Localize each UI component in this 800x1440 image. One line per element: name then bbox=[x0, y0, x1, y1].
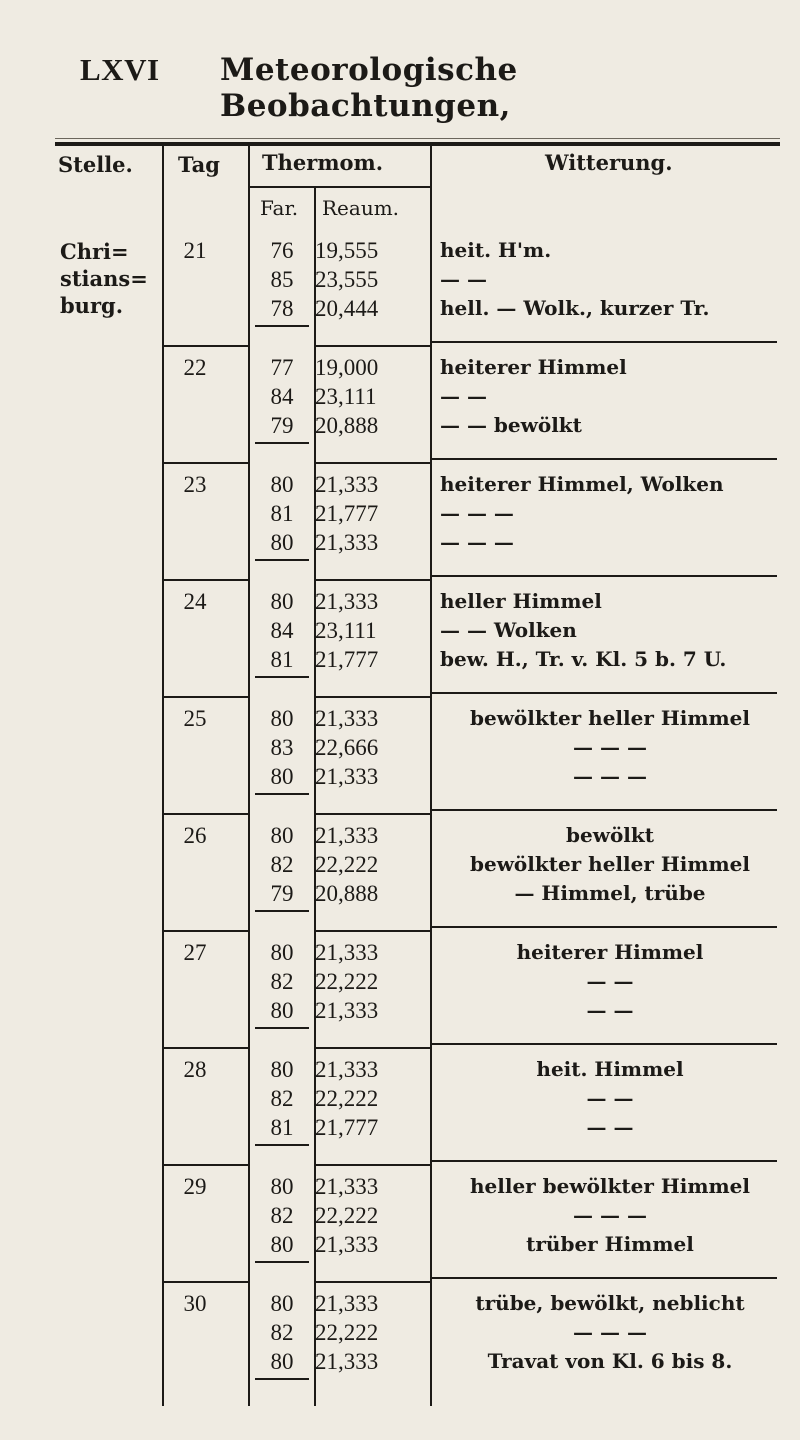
weather-text: bew. H., Tr. v. Kl. 5 b. 7 U. bbox=[440, 647, 727, 671]
fahrenheit-value: 80 bbox=[270, 998, 294, 1023]
day-group bbox=[0, 1055, 800, 1172]
fahrenheit-underline bbox=[255, 793, 309, 795]
weather-text: — — bewölkt bbox=[440, 413, 582, 437]
reaumur-value: 21,333 bbox=[315, 706, 379, 731]
station-line-3: burg. bbox=[60, 293, 124, 318]
weather-separator bbox=[432, 458, 777, 460]
fahrenheit-underline bbox=[255, 1378, 309, 1380]
fahrenheit-underline bbox=[255, 1261, 309, 1263]
fahrenheit-value: 80 bbox=[270, 1349, 294, 1374]
reaumur-value: 21,333 bbox=[315, 940, 379, 965]
weather-text: heiterer Himmel bbox=[516, 940, 704, 964]
fahrenheit-value: 81 bbox=[270, 1115, 294, 1140]
weather-separator bbox=[432, 575, 777, 577]
weather-text: — — — bbox=[440, 530, 514, 554]
column-header-weather: Witterung. bbox=[545, 150, 673, 175]
weather-text: trüber Himmel bbox=[526, 1232, 694, 1256]
day-group bbox=[0, 470, 800, 587]
weather-text: heiterer Himmel, Wolken bbox=[440, 472, 724, 496]
fahrenheit-value: 84 bbox=[270, 618, 294, 643]
fahrenheit-value: 80 bbox=[270, 706, 294, 731]
fahrenheit-value: 79 bbox=[270, 881, 294, 906]
weather-text: — — — bbox=[573, 1203, 647, 1227]
header-rule bbox=[55, 142, 780, 146]
weather-text: Travat von Kl. 6 bis 8. bbox=[487, 1349, 733, 1373]
reaumur-separator bbox=[314, 696, 430, 698]
day-number: 21 bbox=[183, 238, 207, 263]
reaumur-value: 22,666 bbox=[315, 735, 379, 760]
reaumur-value: 22,222 bbox=[315, 969, 379, 994]
fahrenheit-value: 78 bbox=[270, 296, 294, 321]
reaumur-value: 22,222 bbox=[315, 1203, 379, 1228]
weather-text: heit. H'm. bbox=[440, 238, 552, 262]
weather-separator bbox=[432, 692, 777, 694]
reaumur-value: 22,222 bbox=[315, 852, 379, 877]
weather-text: — Himmel, trübe bbox=[514, 881, 706, 905]
fahrenheit-value: 80 bbox=[270, 764, 294, 789]
day-number: 29 bbox=[183, 1174, 207, 1199]
reaumur-value: 19,000 bbox=[315, 355, 379, 380]
page-title: Meteorologische Beobachtungen, bbox=[220, 52, 518, 124]
column-header-fahrenheit: Far. bbox=[260, 196, 299, 220]
reaumur-value: 21,333 bbox=[315, 823, 379, 848]
fahrenheit-value: 79 bbox=[270, 413, 294, 438]
weather-text: — — bbox=[586, 1115, 634, 1139]
fahrenheit-underline bbox=[255, 442, 309, 444]
weather-text: heller bewölkter Himmel bbox=[469, 1174, 750, 1198]
reaumur-value: 21,333 bbox=[315, 472, 379, 497]
column-header-thermometer: Thermom. bbox=[262, 150, 384, 175]
fahrenheit-value: 80 bbox=[270, 589, 294, 614]
reaumur-separator bbox=[314, 1281, 430, 1283]
day-group bbox=[0, 236, 800, 353]
day-group bbox=[0, 821, 800, 938]
reaumur-value: 23,111 bbox=[315, 618, 377, 643]
day-number: 30 bbox=[183, 1291, 207, 1316]
fahrenheit-underline bbox=[255, 1027, 309, 1029]
fahrenheit-value: 80 bbox=[270, 1174, 294, 1199]
station-line-2: stians= bbox=[60, 266, 148, 291]
reaumur-value: 21,777 bbox=[315, 1115, 379, 1140]
day-separator bbox=[164, 1047, 248, 1049]
reaumur-separator bbox=[314, 1047, 430, 1049]
fahrenheit-value: 81 bbox=[270, 501, 294, 526]
weather-text: — — — bbox=[573, 764, 647, 788]
fahrenheit-value: 80 bbox=[270, 1057, 294, 1082]
weather-text: heiterer Himmel bbox=[440, 355, 627, 379]
day-separator bbox=[164, 930, 248, 932]
reaumur-value: 21,333 bbox=[315, 1232, 379, 1257]
reaumur-value: 21,333 bbox=[315, 530, 379, 555]
reaumur-value: 20,888 bbox=[315, 413, 379, 438]
day-group bbox=[0, 938, 800, 1055]
fahrenheit-underline bbox=[255, 676, 309, 678]
day-group bbox=[0, 587, 800, 704]
reaumur-value: 21,333 bbox=[315, 589, 379, 614]
reaumur-value: 22,222 bbox=[315, 1086, 379, 1111]
day-group bbox=[0, 1289, 800, 1406]
fahrenheit-value: 80 bbox=[270, 530, 294, 555]
fahrenheit-value: 76 bbox=[270, 238, 294, 263]
plate-number: LXVI bbox=[80, 52, 160, 87]
thermometer-subrule bbox=[248, 186, 430, 188]
weather-text: trübe, bewölkt, neblicht bbox=[475, 1291, 745, 1315]
fahrenheit-underline bbox=[255, 1144, 309, 1146]
reaumur-value: 21,333 bbox=[315, 1349, 379, 1374]
reaumur-separator bbox=[314, 930, 430, 932]
reaumur-separator bbox=[314, 462, 430, 464]
weather-text: — — bbox=[586, 998, 634, 1022]
reaumur-value: 21,777 bbox=[315, 501, 379, 526]
day-number: 27 bbox=[183, 940, 207, 965]
weather-separator bbox=[432, 341, 777, 343]
column-header-station: Stelle. bbox=[58, 152, 133, 177]
fahrenheit-value: 82 bbox=[270, 1086, 294, 1111]
reaumur-value: 21,333 bbox=[315, 998, 379, 1023]
fahrenheit-value: 80 bbox=[270, 1232, 294, 1257]
reaumur-value: 20,888 bbox=[315, 881, 379, 906]
reaumur-value: 21,333 bbox=[315, 764, 379, 789]
day-separator bbox=[164, 345, 248, 347]
reaumur-value: 23,111 bbox=[315, 384, 377, 409]
fahrenheit-value: 82 bbox=[270, 1320, 294, 1345]
day-group bbox=[0, 704, 800, 821]
weather-separator bbox=[432, 809, 777, 811]
reaumur-value: 19,555 bbox=[315, 238, 379, 263]
reaumur-separator bbox=[314, 813, 430, 815]
day-separator bbox=[164, 696, 248, 698]
header-thin-rule bbox=[55, 138, 780, 139]
weather-text: — — bbox=[440, 384, 487, 408]
day-group bbox=[0, 353, 800, 470]
fahrenheit-value: 82 bbox=[270, 852, 294, 877]
reaumur-separator bbox=[314, 345, 430, 347]
column-header-day: Tag bbox=[178, 152, 220, 177]
fahrenheit-underline bbox=[255, 559, 309, 561]
reaumur-value: 21,333 bbox=[315, 1174, 379, 1199]
day-separator bbox=[164, 462, 248, 464]
day-separator bbox=[164, 1164, 248, 1166]
reaumur-value: 21,333 bbox=[315, 1057, 379, 1082]
day-number: 22 bbox=[183, 355, 207, 380]
weather-text: — — Wolken bbox=[440, 618, 577, 642]
weather-text: — — — bbox=[573, 1320, 647, 1344]
weather-text: bewölkter heller Himmel bbox=[469, 706, 750, 730]
reaumur-separator bbox=[314, 579, 430, 581]
day-number: 24 bbox=[183, 589, 207, 614]
weather-text: — — bbox=[586, 969, 634, 993]
day-separator bbox=[164, 813, 248, 815]
reaumur-value: 22,222 bbox=[315, 1320, 379, 1345]
fahrenheit-value: 81 bbox=[270, 647, 294, 672]
fahrenheit-value: 77 bbox=[270, 355, 294, 380]
weather-separator bbox=[432, 1160, 777, 1162]
day-number: 26 bbox=[183, 823, 207, 848]
day-separator bbox=[164, 1281, 248, 1283]
fahrenheit-value: 83 bbox=[270, 735, 294, 760]
column-header-reaumur: Reaum. bbox=[322, 196, 400, 220]
day-number: 28 bbox=[183, 1057, 207, 1082]
day-number: 23 bbox=[183, 472, 207, 497]
station-line-1: Chri= bbox=[60, 239, 129, 264]
weather-text: heit. Himmel bbox=[536, 1057, 684, 1081]
day-number: 25 bbox=[183, 706, 207, 731]
reaumur-value: 23,555 bbox=[315, 267, 379, 292]
fahrenheit-value: 84 bbox=[270, 384, 294, 409]
weather-text: — — — bbox=[573, 735, 647, 759]
fahrenheit-value: 82 bbox=[270, 969, 294, 994]
weather-text: — — — bbox=[440, 501, 514, 525]
weather-text: heller Himmel bbox=[440, 589, 602, 613]
fahrenheit-underline bbox=[255, 325, 309, 327]
weather-separator bbox=[432, 926, 777, 928]
weather-text: — — bbox=[586, 1086, 634, 1110]
fahrenheit-value: 82 bbox=[270, 1203, 294, 1228]
fahrenheit-value: 80 bbox=[270, 1291, 294, 1316]
fahrenheit-value: 85 bbox=[270, 267, 294, 292]
fahrenheit-value: 80 bbox=[270, 940, 294, 965]
weather-text: bewölkter heller Himmel bbox=[469, 852, 750, 876]
fahrenheit-value: 80 bbox=[270, 472, 294, 497]
fahrenheit-underline bbox=[255, 910, 309, 912]
reaumur-value: 21,777 bbox=[315, 647, 379, 672]
fahrenheit-value: 80 bbox=[270, 823, 294, 848]
weather-separator bbox=[432, 1043, 777, 1045]
page-header bbox=[80, 52, 760, 124]
weather-text: — — bbox=[440, 267, 487, 291]
weather-text: bewölkt bbox=[566, 823, 654, 847]
reaumur-value: 20,444 bbox=[315, 296, 379, 321]
reaumur-value: 21,333 bbox=[315, 1291, 379, 1316]
weather-separator bbox=[432, 1277, 777, 1279]
reaumur-separator bbox=[314, 1164, 430, 1166]
day-separator bbox=[164, 579, 248, 581]
day-group bbox=[0, 1172, 800, 1289]
weather-text: hell. — Wolk., kurzer Tr. bbox=[440, 296, 710, 320]
